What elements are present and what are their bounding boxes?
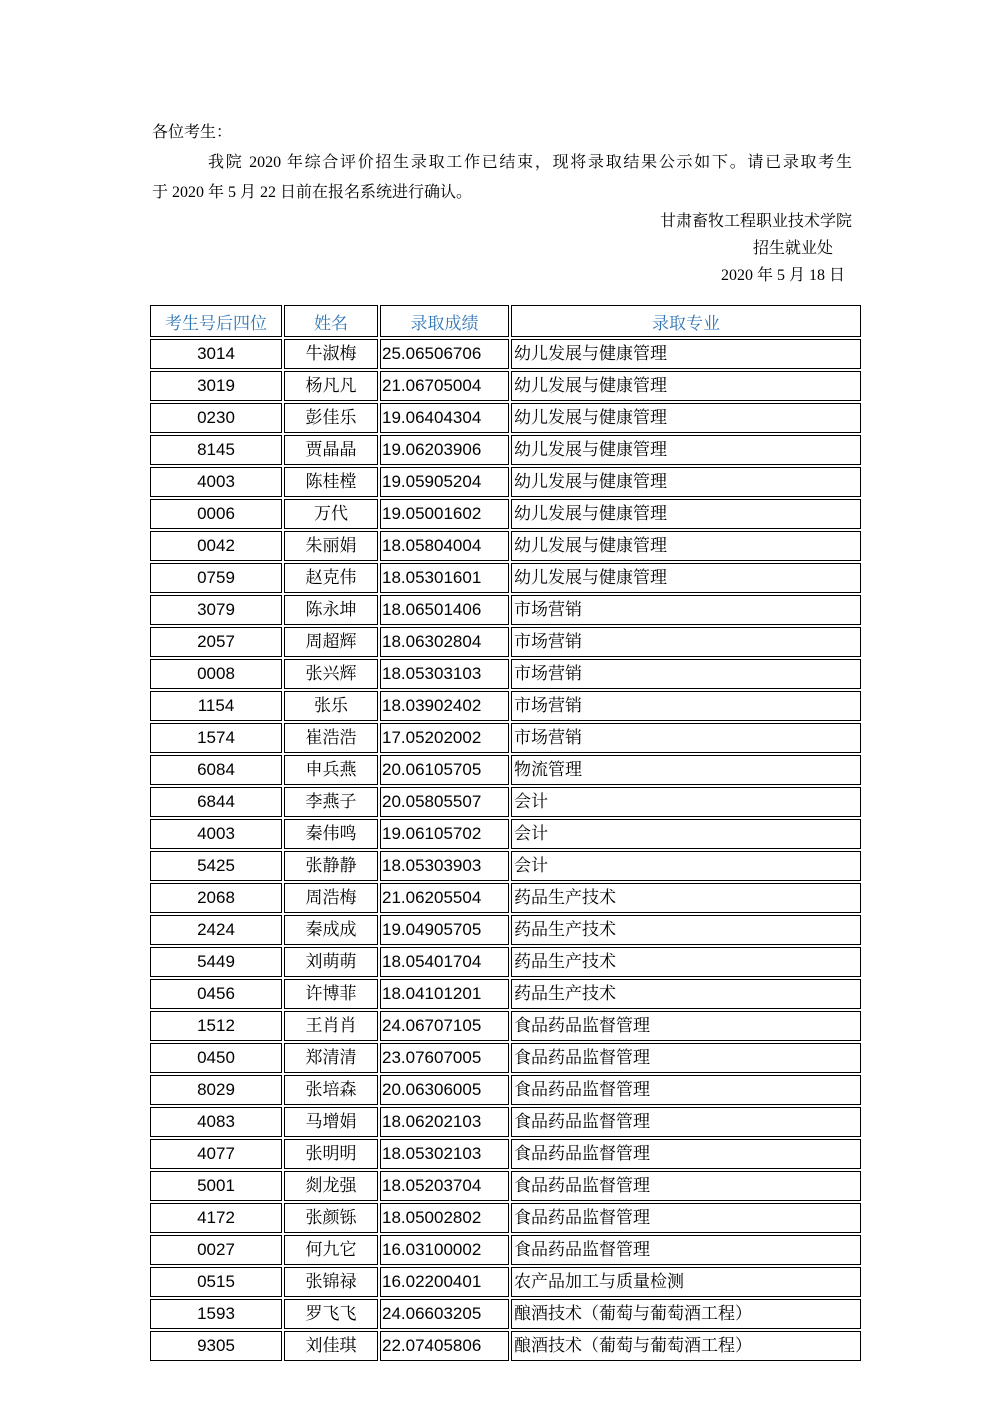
cell-major: 幼儿发展与健康管理 (511, 339, 861, 369)
cell-score: 18.03902402 (380, 691, 509, 721)
cell-exam-no: 4077 (150, 1139, 282, 1169)
cell-major: 药品生产技术 (511, 979, 861, 1009)
table-row (150, 659, 861, 689)
cell-name: 秦成成 (284, 915, 378, 945)
cell-exam-no: 4172 (150, 1203, 282, 1233)
cell-name: 张乐 (284, 691, 378, 721)
cell-exam-no: 0027 (150, 1235, 282, 1265)
notice-paragraph-line-1: 我院 2020 年综合评价招生录取工作已结束，现将录取结果公示如下。请已录取考生 (208, 154, 852, 171)
table-row (150, 819, 861, 849)
cell-exam-no: 0759 (150, 563, 282, 593)
table-row (150, 851, 861, 881)
cell-score: 20.06105705 (380, 755, 509, 785)
cell-score: 20.06306005 (380, 1075, 509, 1105)
cell-exam-no: 8145 (150, 435, 282, 465)
table-row (150, 563, 861, 593)
cell-score: 22.07405806 (380, 1331, 509, 1361)
signature-date: 2020 年 5 月 18 日 (720, 267, 845, 284)
table-row (150, 1139, 861, 1169)
cell-score: 21.06205504 (380, 883, 509, 913)
cell-name: 贾晶晶 (284, 435, 378, 465)
cell-score: 20.05805507 (380, 787, 509, 817)
table-row (150, 723, 861, 753)
cell-exam-no: 8029 (150, 1075, 282, 1105)
table-row (150, 1235, 861, 1265)
table-row (150, 883, 861, 913)
cell-exam-no: 0456 (150, 979, 282, 1009)
cell-score: 18.06302804 (380, 627, 509, 657)
cell-exam-no: 0450 (150, 1043, 282, 1073)
cell-major: 会计 (511, 851, 861, 881)
table-row (150, 915, 861, 945)
cell-score: 18.06501406 (380, 595, 509, 625)
cell-score: 19.06105702 (380, 819, 509, 849)
cell-exam-no: 3014 (150, 339, 282, 369)
col-header-score: 录取成绩 (380, 305, 509, 337)
admission-results-table (148, 303, 863, 1363)
cell-exam-no: 1593 (150, 1299, 282, 1329)
table-row (150, 947, 861, 977)
table-row (150, 371, 861, 401)
table-body (150, 339, 861, 1361)
cell-score: 16.02200401 (380, 1267, 509, 1297)
col-header-name: 姓名 (284, 305, 378, 337)
cell-name: 秦伟鸣 (284, 819, 378, 849)
cell-score: 18.05804004 (380, 531, 509, 561)
cell-name: 彭佳乐 (284, 403, 378, 433)
cell-name: 陈永坤 (284, 595, 378, 625)
cell-exam-no: 2068 (150, 883, 282, 913)
cell-name: 万代 (284, 499, 378, 529)
cell-major: 食品药品监督管理 (511, 1043, 861, 1073)
cell-score: 23.07607005 (380, 1043, 509, 1073)
cell-exam-no: 2057 (150, 627, 282, 657)
cell-major: 会计 (511, 819, 861, 849)
table-row (150, 1299, 861, 1329)
table-row (150, 595, 861, 625)
cell-score: 18.05401704 (380, 947, 509, 977)
cell-score: 18.06202103 (380, 1107, 509, 1137)
cell-name: 罗飞飞 (284, 1299, 378, 1329)
cell-major: 药品生产技术 (511, 947, 861, 977)
cell-exam-no: 4003 (150, 819, 282, 849)
cell-major: 食品药品监督管理 (511, 1203, 861, 1233)
cell-name: 剡龙强 (284, 1171, 378, 1201)
cell-name: 周浩梅 (284, 883, 378, 913)
cell-exam-no: 0515 (150, 1267, 282, 1297)
cell-name: 崔浩浩 (284, 723, 378, 753)
cell-score: 18.05301601 (380, 563, 509, 593)
cell-score: 19.04905705 (380, 915, 509, 945)
greeting-line (152, 118, 852, 148)
cell-major: 食品药品监督管理 (511, 1139, 861, 1169)
cell-major: 酿酒技术（葡萄与葡萄酒工程） (511, 1331, 861, 1361)
table-row (150, 403, 861, 433)
cell-major: 幼儿发展与健康管理 (511, 499, 861, 529)
cell-major: 幼儿发展与健康管理 (511, 531, 861, 561)
col-header-exam-no: 考生号后四位 (150, 305, 282, 337)
cell-major: 酿酒技术（葡萄与葡萄酒工程） (511, 1299, 861, 1329)
cell-exam-no: 1574 (150, 723, 282, 753)
cell-name: 刘萌萌 (284, 947, 378, 977)
cell-score: 19.05001602 (380, 499, 509, 529)
cell-score: 19.06203906 (380, 435, 509, 465)
table-row (150, 1075, 861, 1105)
cell-major: 幼儿发展与健康管理 (511, 563, 861, 593)
cell-score: 19.05905204 (380, 467, 509, 497)
table-row (150, 1203, 861, 1233)
table-row (150, 1267, 861, 1297)
cell-score: 21.06705004 (380, 371, 509, 401)
cell-major: 幼儿发展与健康管理 (511, 371, 861, 401)
cell-name: 周超辉 (284, 627, 378, 657)
table-row (150, 1011, 861, 1041)
cell-score: 18.05303903 (380, 851, 509, 881)
table-row (150, 979, 861, 1009)
cell-name: 张明明 (284, 1139, 378, 1169)
cell-name: 李燕子 (284, 787, 378, 817)
cell-name: 申兵燕 (284, 755, 378, 785)
table-row (150, 339, 861, 369)
signature-organization: 甘肃畜牧工程职业技术学院 (659, 213, 852, 230)
cell-exam-no: 9305 (150, 1331, 282, 1361)
cell-exam-no: 6084 (150, 755, 282, 785)
cell-score: 19.06404304 (380, 403, 509, 433)
greeting-text: 各位考生： (152, 124, 233, 141)
cell-score: 18.04101201 (380, 979, 509, 1009)
table-row (150, 787, 861, 817)
cell-name: 赵克伟 (284, 563, 378, 593)
cell-exam-no: 0008 (150, 659, 282, 689)
cell-name: 张兴辉 (284, 659, 378, 689)
cell-major: 幼儿发展与健康管理 (511, 467, 861, 497)
cell-name: 郑清清 (284, 1043, 378, 1073)
cell-exam-no: 1154 (150, 691, 282, 721)
table-row (150, 531, 861, 561)
cell-major: 食品药品监督管理 (511, 1011, 861, 1041)
cell-major: 市场营销 (511, 659, 861, 689)
cell-major: 物流管理 (511, 755, 861, 785)
cell-major: 农产品加工与质量检测 (511, 1267, 861, 1297)
cell-name: 朱丽娟 (284, 531, 378, 561)
cell-major: 药品生产技术 (511, 883, 861, 913)
cell-name: 牛淑梅 (284, 339, 378, 369)
cell-score: 16.03100002 (380, 1235, 509, 1265)
signature-department: 招生就业处 (752, 240, 833, 257)
cell-score: 18.05303103 (380, 659, 509, 689)
cell-exam-no: 2424 (150, 915, 282, 945)
cell-exam-no: 0230 (150, 403, 282, 433)
cell-major: 幼儿发展与健康管理 (511, 435, 861, 465)
cell-exam-no: 3019 (150, 371, 282, 401)
cell-score: 25.06506706 (380, 339, 509, 369)
cell-name: 张锦禄 (284, 1267, 378, 1297)
cell-score: 18.05002802 (380, 1203, 509, 1233)
table-row (150, 499, 861, 529)
cell-name: 刘佳琪 (284, 1331, 378, 1361)
table-header-row (150, 305, 861, 337)
cell-exam-no: 1512 (150, 1011, 282, 1041)
cell-major: 市场营销 (511, 723, 861, 753)
table-row (150, 691, 861, 721)
cell-major: 药品生产技术 (511, 915, 861, 945)
table-row (150, 1107, 861, 1137)
cell-exam-no: 3079 (150, 595, 282, 625)
cell-score: 17.05202002 (380, 723, 509, 753)
cell-score: 18.05302103 (380, 1139, 509, 1169)
col-header-major: 录取专业 (511, 305, 861, 337)
cell-major: 市场营销 (511, 627, 861, 657)
table-row (150, 1331, 861, 1361)
cell-exam-no: 5001 (150, 1171, 282, 1201)
cell-exam-no: 0042 (150, 531, 282, 561)
cell-exam-no: 5449 (150, 947, 282, 977)
cell-name: 王肖肖 (284, 1011, 378, 1041)
table-row (150, 1171, 861, 1201)
cell-name: 许博菲 (284, 979, 378, 1009)
cell-major: 市场营销 (511, 691, 861, 721)
cell-major: 会计 (511, 787, 861, 817)
table-row (150, 755, 861, 785)
cell-major: 食品药品监督管理 (511, 1075, 861, 1105)
cell-major: 食品药品监督管理 (511, 1107, 861, 1137)
cell-major: 食品药品监督管理 (511, 1171, 861, 1201)
table-row (150, 467, 861, 497)
cell-name: 张静静 (284, 851, 378, 881)
cell-major: 幼儿发展与健康管理 (511, 403, 861, 433)
cell-name: 陈桂樘 (284, 467, 378, 497)
signature-block (152, 208, 852, 289)
cell-exam-no: 6844 (150, 787, 282, 817)
cell-exam-no: 4083 (150, 1107, 282, 1137)
table-row (150, 627, 861, 657)
cell-score: 24.06707105 (380, 1011, 509, 1041)
cell-exam-no: 4003 (150, 467, 282, 497)
cell-name: 张颜铄 (284, 1203, 378, 1233)
cell-name: 马增娟 (284, 1107, 378, 1137)
cell-exam-no: 5425 (150, 851, 282, 881)
cell-name: 张培森 (284, 1075, 378, 1105)
notice-paragraph-line-2: 于 2020 年 5 月 22 日前在报名系统进行确认。 (152, 184, 473, 201)
cell-major: 食品药品监督管理 (511, 1235, 861, 1265)
cell-name: 何九它 (284, 1235, 378, 1265)
cell-score: 18.05203704 (380, 1171, 509, 1201)
table-row (150, 1043, 861, 1073)
cell-exam-no: 0006 (150, 499, 282, 529)
table-row (150, 435, 861, 465)
cell-major: 市场营销 (511, 595, 861, 625)
cell-name: 杨凡凡 (284, 371, 378, 401)
cell-score: 24.06603205 (380, 1299, 509, 1329)
